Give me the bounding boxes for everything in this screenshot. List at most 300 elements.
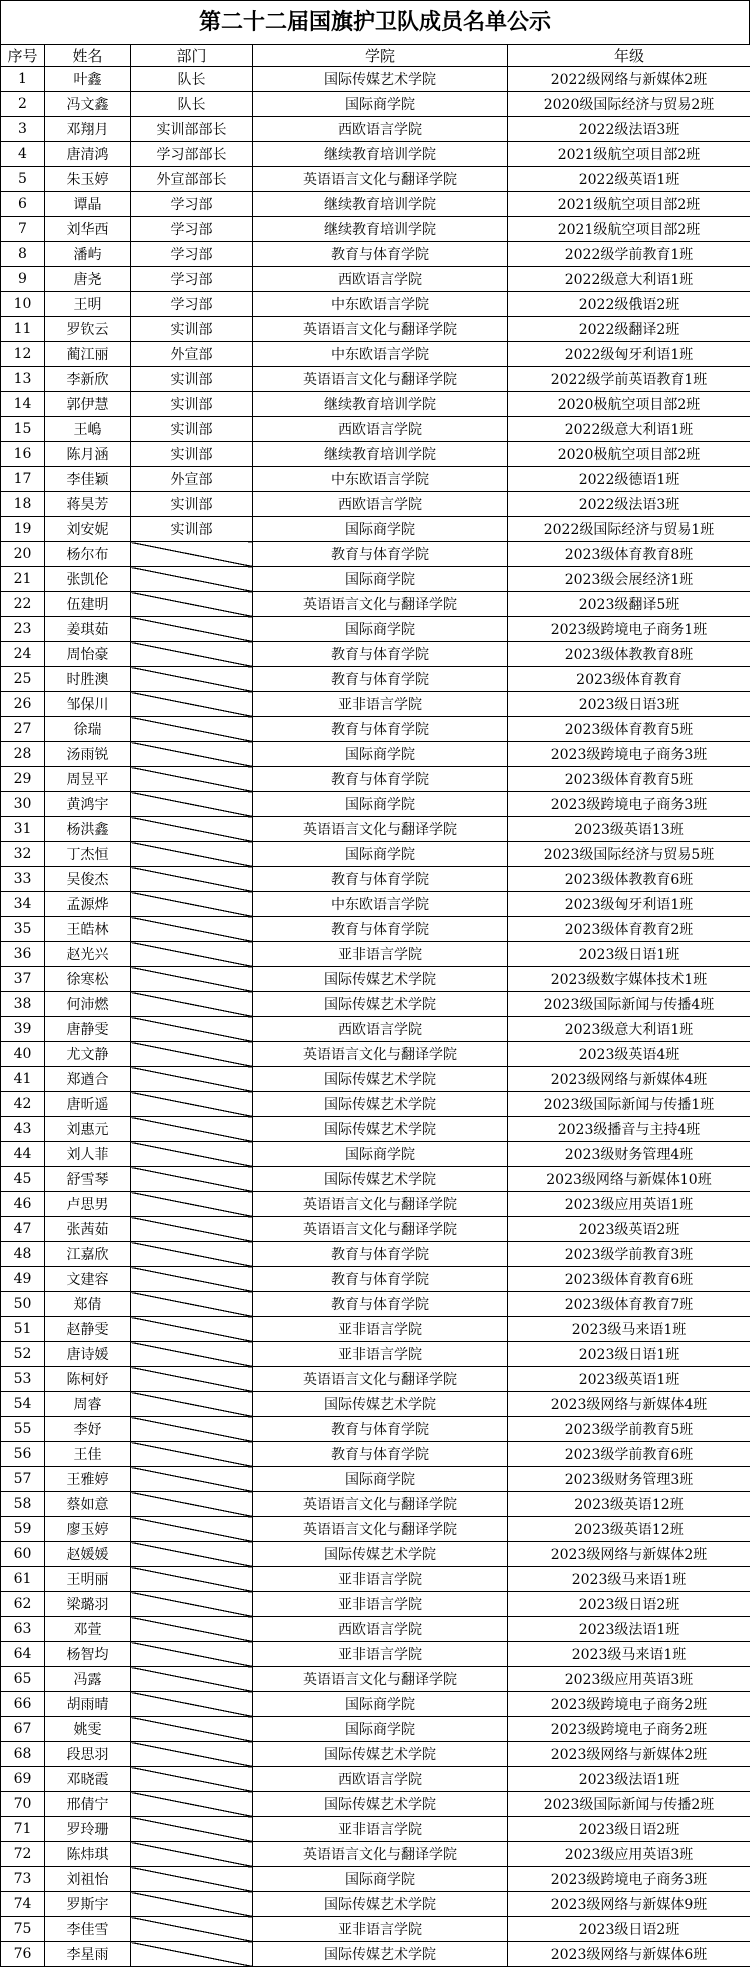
cell-department	[131, 1567, 253, 1592]
cell-index: 67	[1, 1717, 45, 1742]
cell-name: 张茜茹	[45, 1217, 131, 1242]
cell-index: 76	[1, 1942, 45, 1967]
cell-name: 王明丽	[45, 1567, 131, 1592]
cell-department	[131, 667, 253, 692]
cell-index: 38	[1, 992, 45, 1017]
table-row	[1, 217, 750, 242]
cell-index: 42	[1, 1092, 45, 1117]
cell-index: 33	[1, 867, 45, 892]
cell-name: 汤雨锐	[45, 742, 131, 767]
cell-grade: 2023级网络与新媒体2班	[508, 1542, 750, 1567]
table-row	[1, 1467, 750, 1492]
table-row	[1, 192, 750, 217]
cell-department	[131, 717, 253, 742]
table-row	[1, 517, 750, 542]
cell-index: 53	[1, 1367, 45, 1392]
cell-department	[131, 742, 253, 767]
cell-index: 29	[1, 767, 45, 792]
cell-college: 国际传媒艺术学院	[253, 1092, 508, 1117]
cell-index: 19	[1, 517, 45, 542]
cell-department	[131, 1092, 253, 1117]
cell-name: 徐瑞	[45, 717, 131, 742]
cell-grade: 2022级匈牙利语1班	[508, 342, 750, 367]
cell-index: 4	[1, 142, 45, 167]
cell-department: 学习部	[131, 242, 253, 267]
cell-name: 刘安妮	[45, 517, 131, 542]
cell-grade: 2023级网络与新媒体4班	[508, 1067, 750, 1092]
cell-name: 胡雨晴	[45, 1692, 131, 1717]
table-row	[1, 117, 750, 142]
cell-grade: 2021级航空项目部2班	[508, 142, 750, 167]
cell-index: 52	[1, 1342, 45, 1367]
cell-index: 72	[1, 1842, 45, 1867]
cell-name: 伍建明	[45, 592, 131, 617]
cell-grade: 2023级应用英语3班	[508, 1842, 750, 1867]
cell-department: 外宣部部长	[131, 167, 253, 192]
cell-name: 刘人菲	[45, 1142, 131, 1167]
cell-index: 39	[1, 1017, 45, 1042]
cell-grade: 2023级体育教育6班	[508, 1267, 750, 1292]
cell-college: 西欧语言学院	[253, 117, 508, 142]
cell-department	[131, 1192, 253, 1217]
cell-grade: 2022级网络与新媒体2班	[508, 67, 750, 92]
cell-index: 6	[1, 192, 45, 217]
table-row	[1, 867, 750, 892]
cell-index: 43	[1, 1117, 45, 1142]
cell-college: 教育与体育学院	[253, 1442, 508, 1467]
cell-grade: 2023级日语1班	[508, 942, 750, 967]
cell-department	[131, 1292, 253, 1317]
table-row	[1, 1492, 750, 1517]
cell-grade: 2022级德语1班	[508, 467, 750, 492]
table-row	[1, 667, 750, 692]
cell-index: 54	[1, 1392, 45, 1417]
cell-name: 朱玉婷	[45, 167, 131, 192]
cell-index: 13	[1, 367, 45, 392]
cell-department	[131, 1517, 253, 1542]
cell-department	[131, 1492, 253, 1517]
cell-name: 王佳	[45, 1442, 131, 1467]
cell-index: 58	[1, 1492, 45, 1517]
cell-department	[131, 1217, 253, 1242]
cell-college: 亚非语言学院	[253, 1817, 508, 1842]
cell-grade: 2023级网络与新媒体6班	[508, 1942, 750, 1967]
table-row	[1, 442, 750, 467]
cell-college: 教育与体育学院	[253, 917, 508, 942]
cell-name: 姚雯	[45, 1717, 131, 1742]
cell-department: 学习部	[131, 192, 253, 217]
cell-grade: 2022级翻译2班	[508, 317, 750, 342]
cell-grade: 2023级英语1班	[508, 1367, 750, 1392]
cell-department	[131, 1117, 253, 1142]
cell-name: 刘惠元	[45, 1117, 131, 1142]
cell-grade: 2022级法语3班	[508, 492, 750, 517]
cell-college: 国际商学院	[253, 517, 508, 542]
cell-grade: 2023级应用英语1班	[508, 1192, 750, 1217]
cell-index: 40	[1, 1042, 45, 1067]
cell-grade: 2023级翻译5班	[508, 592, 750, 617]
cell-department	[131, 1267, 253, 1292]
table-row	[1, 817, 750, 842]
cell-department	[131, 1792, 253, 1817]
cell-department: 学习部	[131, 292, 253, 317]
cell-name: 潘屿	[45, 242, 131, 267]
cell-department	[131, 1617, 253, 1642]
cell-index: 46	[1, 1192, 45, 1217]
cell-grade: 2023级日语1班	[508, 1342, 750, 1367]
cell-name: 王嶋	[45, 417, 131, 442]
cell-name: 冯文鑫	[45, 92, 131, 117]
cell-college: 国际商学院	[253, 1692, 508, 1717]
cell-department: 实训部部长	[131, 117, 253, 142]
cell-name: 罗钦云	[45, 317, 131, 342]
cell-index: 37	[1, 967, 45, 992]
cell-grade: 2020级国际经济与贸易2班	[508, 92, 750, 117]
cell-college: 亚非语言学院	[253, 1342, 508, 1367]
table-row	[1, 1567, 750, 1592]
cell-name: 吴俊杰	[45, 867, 131, 892]
table-row	[1, 1292, 750, 1317]
table-header-row	[1, 45, 750, 67]
table-row	[1, 417, 750, 442]
table-row	[1, 1542, 750, 1567]
cell-index: 71	[1, 1817, 45, 1842]
cell-department	[131, 767, 253, 792]
cell-name: 郭伊慧	[45, 392, 131, 417]
cell-name: 谭晶	[45, 192, 131, 217]
cell-name: 赵静雯	[45, 1317, 131, 1342]
cell-college: 国际传媒艺术学院	[253, 1067, 508, 1092]
table-row	[1, 242, 750, 267]
cell-department	[131, 1642, 253, 1667]
cell-grade: 2023级财务管理4班	[508, 1142, 750, 1167]
cell-department	[131, 1842, 253, 1867]
cell-index: 59	[1, 1517, 45, 1542]
table-row	[1, 1617, 750, 1642]
cell-grade: 2023级跨境电子商务3班	[508, 742, 750, 767]
cell-name: 李佳雪	[45, 1917, 131, 1942]
cell-department: 实训部	[131, 392, 253, 417]
table-row	[1, 1192, 750, 1217]
cell-index: 74	[1, 1892, 45, 1917]
cell-grade: 2023级网络与新媒体4班	[508, 1392, 750, 1417]
cell-college: 国际商学院	[253, 1142, 508, 1167]
cell-department	[131, 1142, 253, 1167]
cell-department: 实训部	[131, 492, 253, 517]
cell-department	[131, 917, 253, 942]
cell-college: 教育与体育学院	[253, 767, 508, 792]
cell-department: 学习部	[131, 267, 253, 292]
table-row	[1, 692, 750, 717]
cell-department	[131, 1692, 253, 1717]
cell-grade: 2023级体教教育8班	[508, 642, 750, 667]
cell-grade: 2023级国际新闻与传播2班	[508, 1792, 750, 1817]
table-row	[1, 1267, 750, 1292]
cell-name: 段思羽	[45, 1742, 131, 1767]
table-row	[1, 1917, 750, 1942]
cell-department	[131, 1767, 253, 1792]
cell-index: 10	[1, 292, 45, 317]
cell-name: 文建容	[45, 1267, 131, 1292]
cell-college: 教育与体育学院	[253, 717, 508, 742]
cell-college: 教育与体育学院	[253, 1417, 508, 1442]
cell-grade: 2023级体育教育	[508, 667, 750, 692]
cell-name: 李妤	[45, 1417, 131, 1442]
cell-name: 蔡如意	[45, 1492, 131, 1517]
table-row	[1, 792, 750, 817]
cell-index: 55	[1, 1417, 45, 1442]
cell-college: 亚非语言学院	[253, 1917, 508, 1942]
cell-name: 姜琪茹	[45, 617, 131, 642]
cell-index: 64	[1, 1642, 45, 1667]
cell-name: 赵光兴	[45, 942, 131, 967]
table-row	[1, 1067, 750, 1092]
table-row	[1, 1517, 750, 1542]
page-title: 第二十二届国旗护卫队成员名单公示	[0, 0, 750, 44]
cell-college: 英语语言文化与翻译学院	[253, 1842, 508, 1867]
cell-name: 冯露	[45, 1667, 131, 1692]
cell-name: 赵媛媛	[45, 1542, 131, 1567]
cell-department	[131, 1067, 253, 1092]
cell-grade: 2023级马来语1班	[508, 1567, 750, 1592]
cell-index: 70	[1, 1792, 45, 1817]
table-row	[1, 1142, 750, 1167]
cell-college: 继续教育培训学院	[253, 442, 508, 467]
cell-department	[131, 842, 253, 867]
cell-name: 时胜澳	[45, 667, 131, 692]
table-row	[1, 1167, 750, 1192]
table-row	[1, 742, 750, 767]
cell-college: 国际商学院	[253, 567, 508, 592]
cell-name: 孟源烨	[45, 892, 131, 917]
cell-index: 3	[1, 117, 45, 142]
cell-index: 17	[1, 467, 45, 492]
cell-name: 陈柯妤	[45, 1367, 131, 1392]
cell-department: 学习部部长	[131, 142, 253, 167]
cell-index: 34	[1, 892, 45, 917]
cell-college: 国际传媒艺术学院	[253, 1392, 508, 1417]
table-row	[1, 1867, 750, 1892]
table-row	[1, 392, 750, 417]
cell-department	[131, 1742, 253, 1767]
cell-grade: 2023级跨境电子商务1班	[508, 617, 750, 642]
cell-college: 英语语言文化与翻译学院	[253, 1667, 508, 1692]
cell-grade: 2023级体育教育5班	[508, 767, 750, 792]
cell-college: 继续教育培训学院	[253, 217, 508, 242]
cell-department	[131, 1867, 253, 1892]
cell-department	[131, 1942, 253, 1967]
cell-department	[131, 1042, 253, 1067]
cell-index: 48	[1, 1242, 45, 1267]
cell-name: 黄鸿宇	[45, 792, 131, 817]
cell-college: 亚非语言学院	[253, 1642, 508, 1667]
cell-college: 国际传媒艺术学院	[253, 1792, 508, 1817]
cell-grade: 2023级英语12班	[508, 1517, 750, 1542]
table-row	[1, 1742, 750, 1767]
cell-college: 亚非语言学院	[253, 942, 508, 967]
table-row	[1, 1942, 750, 1967]
cell-college: 国际传媒艺术学院	[253, 1542, 508, 1567]
cell-department	[131, 1417, 253, 1442]
table-row	[1, 992, 750, 1017]
cell-college: 中东欧语言学院	[253, 342, 508, 367]
cell-grade: 2023级日语2班	[508, 1917, 750, 1942]
cell-college: 西欧语言学院	[253, 1767, 508, 1792]
cell-college: 国际传媒艺术学院	[253, 1167, 508, 1192]
table-row	[1, 92, 750, 117]
cell-college: 国际商学院	[253, 1867, 508, 1892]
cell-department: 实训部	[131, 367, 253, 392]
cell-grade: 2023级会展经济1班	[508, 567, 750, 592]
cell-index: 47	[1, 1217, 45, 1242]
cell-index: 23	[1, 617, 45, 642]
cell-grade: 2022级法语3班	[508, 117, 750, 142]
cell-grade: 2023级财务管理3班	[508, 1467, 750, 1492]
cell-department	[131, 542, 253, 567]
cell-index: 16	[1, 442, 45, 467]
cell-index: 66	[1, 1692, 45, 1717]
cell-index: 31	[1, 817, 45, 842]
cell-name: 邓晓霞	[45, 1767, 131, 1792]
cell-grade: 2023级匈牙利语1班	[508, 892, 750, 917]
cell-index: 57	[1, 1467, 45, 1492]
cell-index: 68	[1, 1742, 45, 1767]
cell-college: 教育与体育学院	[253, 1242, 508, 1267]
cell-name: 杨智均	[45, 1642, 131, 1667]
cell-index: 25	[1, 667, 45, 692]
cell-grade: 2023级日语3班	[508, 692, 750, 717]
cell-name: 唐尧	[45, 267, 131, 292]
table-body	[1, 67, 750, 1967]
cell-grade: 2022级学前英语教育1班	[508, 367, 750, 392]
cell-grade: 2023级意大利语1班	[508, 1017, 750, 1042]
cell-index: 7	[1, 217, 45, 242]
table-row	[1, 1217, 750, 1242]
cell-grade: 2021级航空项目部2班	[508, 217, 750, 242]
cell-college: 教育与体育学院	[253, 542, 508, 567]
cell-grade: 2023级国际经济与贸易5班	[508, 842, 750, 867]
cell-name: 蔺江丽	[45, 342, 131, 367]
cell-index: 44	[1, 1142, 45, 1167]
table-row	[1, 617, 750, 642]
cell-index: 45	[1, 1167, 45, 1192]
table-row	[1, 592, 750, 617]
cell-grade: 2023级英语4班	[508, 1042, 750, 1067]
cell-department	[131, 1817, 253, 1842]
table-row	[1, 1767, 750, 1792]
cell-department	[131, 592, 253, 617]
table-row	[1, 717, 750, 742]
cell-name: 李星雨	[45, 1942, 131, 1967]
cell-index: 60	[1, 1542, 45, 1567]
cell-name: 王雅婷	[45, 1467, 131, 1492]
cell-department	[131, 1442, 253, 1467]
cell-index: 27	[1, 717, 45, 742]
cell-college: 国际传媒艺术学院	[253, 1742, 508, 1767]
cell-name: 周睿	[45, 1392, 131, 1417]
cell-index: 30	[1, 792, 45, 817]
cell-grade: 2023级学前教育6班	[508, 1442, 750, 1467]
table-row	[1, 1792, 750, 1817]
table-row	[1, 892, 750, 917]
table-row	[1, 1717, 750, 1742]
cell-name: 刘华西	[45, 217, 131, 242]
cell-college: 英语语言文化与翻译学院	[253, 592, 508, 617]
cell-college: 英语语言文化与翻译学院	[253, 817, 508, 842]
cell-college: 英语语言文化与翻译学院	[253, 167, 508, 192]
table-row	[1, 1317, 750, 1342]
table-row	[1, 292, 750, 317]
cell-grade: 2023级体育教育8班	[508, 542, 750, 567]
header-index: 序号	[1, 45, 45, 67]
cell-grade: 2023级播音与主持4班	[508, 1117, 750, 1142]
cell-index: 73	[1, 1867, 45, 1892]
cell-name: 邓萱	[45, 1617, 131, 1642]
cell-name: 周怡豪	[45, 642, 131, 667]
cell-department	[131, 1367, 253, 1392]
cell-department: 队长	[131, 67, 253, 92]
cell-department	[131, 1317, 253, 1342]
cell-department	[131, 992, 253, 1017]
table-row	[1, 267, 750, 292]
cell-department	[131, 617, 253, 642]
table-row	[1, 842, 750, 867]
table-row	[1, 1892, 750, 1917]
cell-college: 亚非语言学院	[253, 1317, 508, 1342]
cell-college: 英语语言文化与翻译学院	[253, 1042, 508, 1067]
cell-grade: 2020极航空项目部2班	[508, 442, 750, 467]
table-row	[1, 342, 750, 367]
cell-name: 刘祖怡	[45, 1867, 131, 1892]
cell-department	[131, 1892, 253, 1917]
cell-grade: 2023级马来语1班	[508, 1642, 750, 1667]
cell-college: 国际商学院	[253, 92, 508, 117]
cell-department	[131, 1242, 253, 1267]
cell-department	[131, 1717, 253, 1742]
cell-college: 亚非语言学院	[253, 1592, 508, 1617]
cell-name: 唐静雯	[45, 1017, 131, 1042]
cell-index: 50	[1, 1292, 45, 1317]
cell-grade: 2021级航空项目部2班	[508, 192, 750, 217]
cell-name: 王明	[45, 292, 131, 317]
cell-name: 邢倩宁	[45, 1792, 131, 1817]
cell-department	[131, 792, 253, 817]
cell-grade: 2023级网络与新媒体9班	[508, 1892, 750, 1917]
table-row	[1, 1592, 750, 1617]
table-row	[1, 542, 750, 567]
cell-college: 继续教育培训学院	[253, 192, 508, 217]
table-row	[1, 1392, 750, 1417]
table-row	[1, 1017, 750, 1042]
table-row	[1, 367, 750, 392]
table-row	[1, 317, 750, 342]
table-row	[1, 467, 750, 492]
table-row	[1, 1417, 750, 1442]
cell-department	[131, 1667, 253, 1692]
cell-college: 英语语言文化与翻译学院	[253, 1192, 508, 1217]
cell-grade: 2023级英语12班	[508, 1492, 750, 1517]
cell-college: 教育与体育学院	[253, 642, 508, 667]
cell-college: 亚非语言学院	[253, 692, 508, 717]
cell-index: 28	[1, 742, 45, 767]
cell-college: 教育与体育学院	[253, 667, 508, 692]
cell-index: 49	[1, 1267, 45, 1292]
header-college: 学院	[253, 45, 508, 67]
table-row	[1, 1842, 750, 1867]
cell-index: 9	[1, 267, 45, 292]
table-row	[1, 167, 750, 192]
cell-department: 队长	[131, 92, 253, 117]
